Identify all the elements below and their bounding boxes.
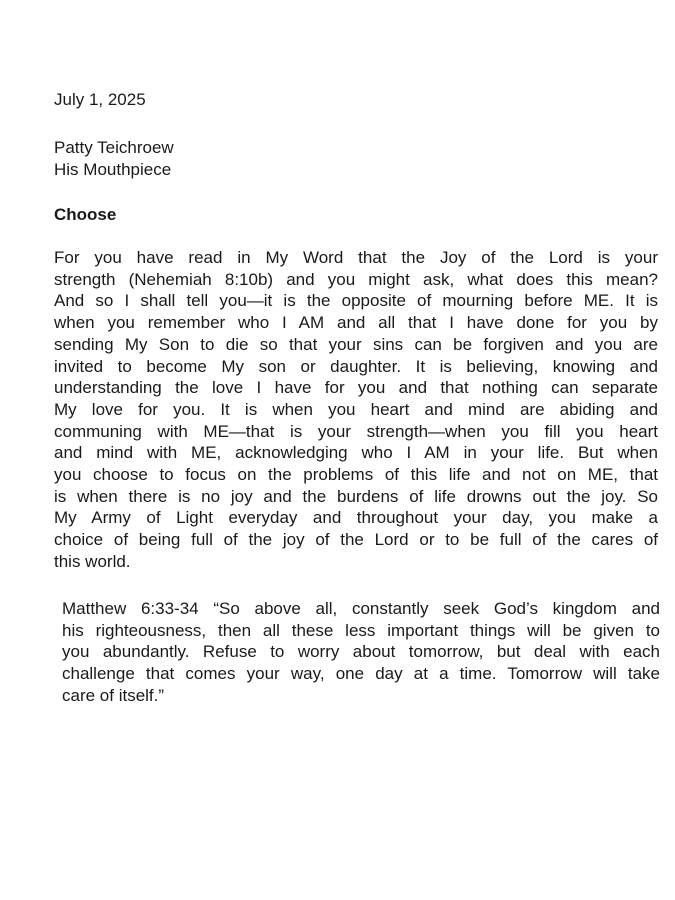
body-line: understanding the love I have for you and that nothing can separate: [54, 378, 658, 398]
body-line: when you remember who I AM and all that I have done for you by: [54, 313, 658, 333]
body-line: And so I shall tell you—it is the opposite of mourning before ME. It is: [54, 291, 658, 311]
author-name: Patty Teichroew: [54, 138, 174, 157]
body-line: sending My Son to die so that your sins can be forgiven and you are: [54, 334, 658, 354]
body-line: is when there is no joy and the burdens of life drowns out the joy. So: [54, 486, 658, 506]
author-role: His Mouthpiece: [54, 160, 172, 179]
body-line: My Army of Light everyday and throughout your day, you make a: [54, 508, 658, 528]
body-line: communing with ME—that is your strength—when you fill you heart: [54, 421, 658, 441]
body-line: My love for you. It is when you heart and mind are abiding and: [54, 399, 658, 419]
scripture-line: Matthew 6:33-34 “So above all, constantly seek God’s kingdom and: [62, 599, 660, 618]
body-line: and mind with ME, acknowledging who I AM in your life. But when: [54, 443, 658, 463]
document-date: July 1, 2025: [54, 90, 146, 109]
scripture-line: his righteousness, then all these less important things will be given to: [62, 620, 660, 640]
body-line: you choose to focus on the problems of this life and not on ME, that: [54, 465, 658, 485]
scripture-line: you abundantly. Refuse to worry about tomorrow, but deal with each: [62, 642, 660, 662]
body-line: choice of being full of the joy of the Lord or to be full of the cares of: [54, 530, 658, 550]
document-title: Choose: [54, 205, 117, 224]
body-line: this world.: [54, 551, 131, 571]
body-line: invited to become My son or daughter. It is believing, knowing and: [54, 356, 658, 376]
scripture-line: challenge that comes your way, one day at a time. Tomorrow will take: [62, 664, 660, 684]
body-paragraph: [54, 247, 658, 573]
body-line: strength (Nehemiah 8:10b) and you might ask, what does this mean?: [54, 269, 658, 289]
scripture-line: care of itself.”: [62, 685, 165, 705]
scripture-paragraph: [62, 598, 660, 707]
author-block: [54, 137, 174, 181]
body-line: For you have read in My Word that the Joy of the Lord is your: [54, 248, 658, 267]
